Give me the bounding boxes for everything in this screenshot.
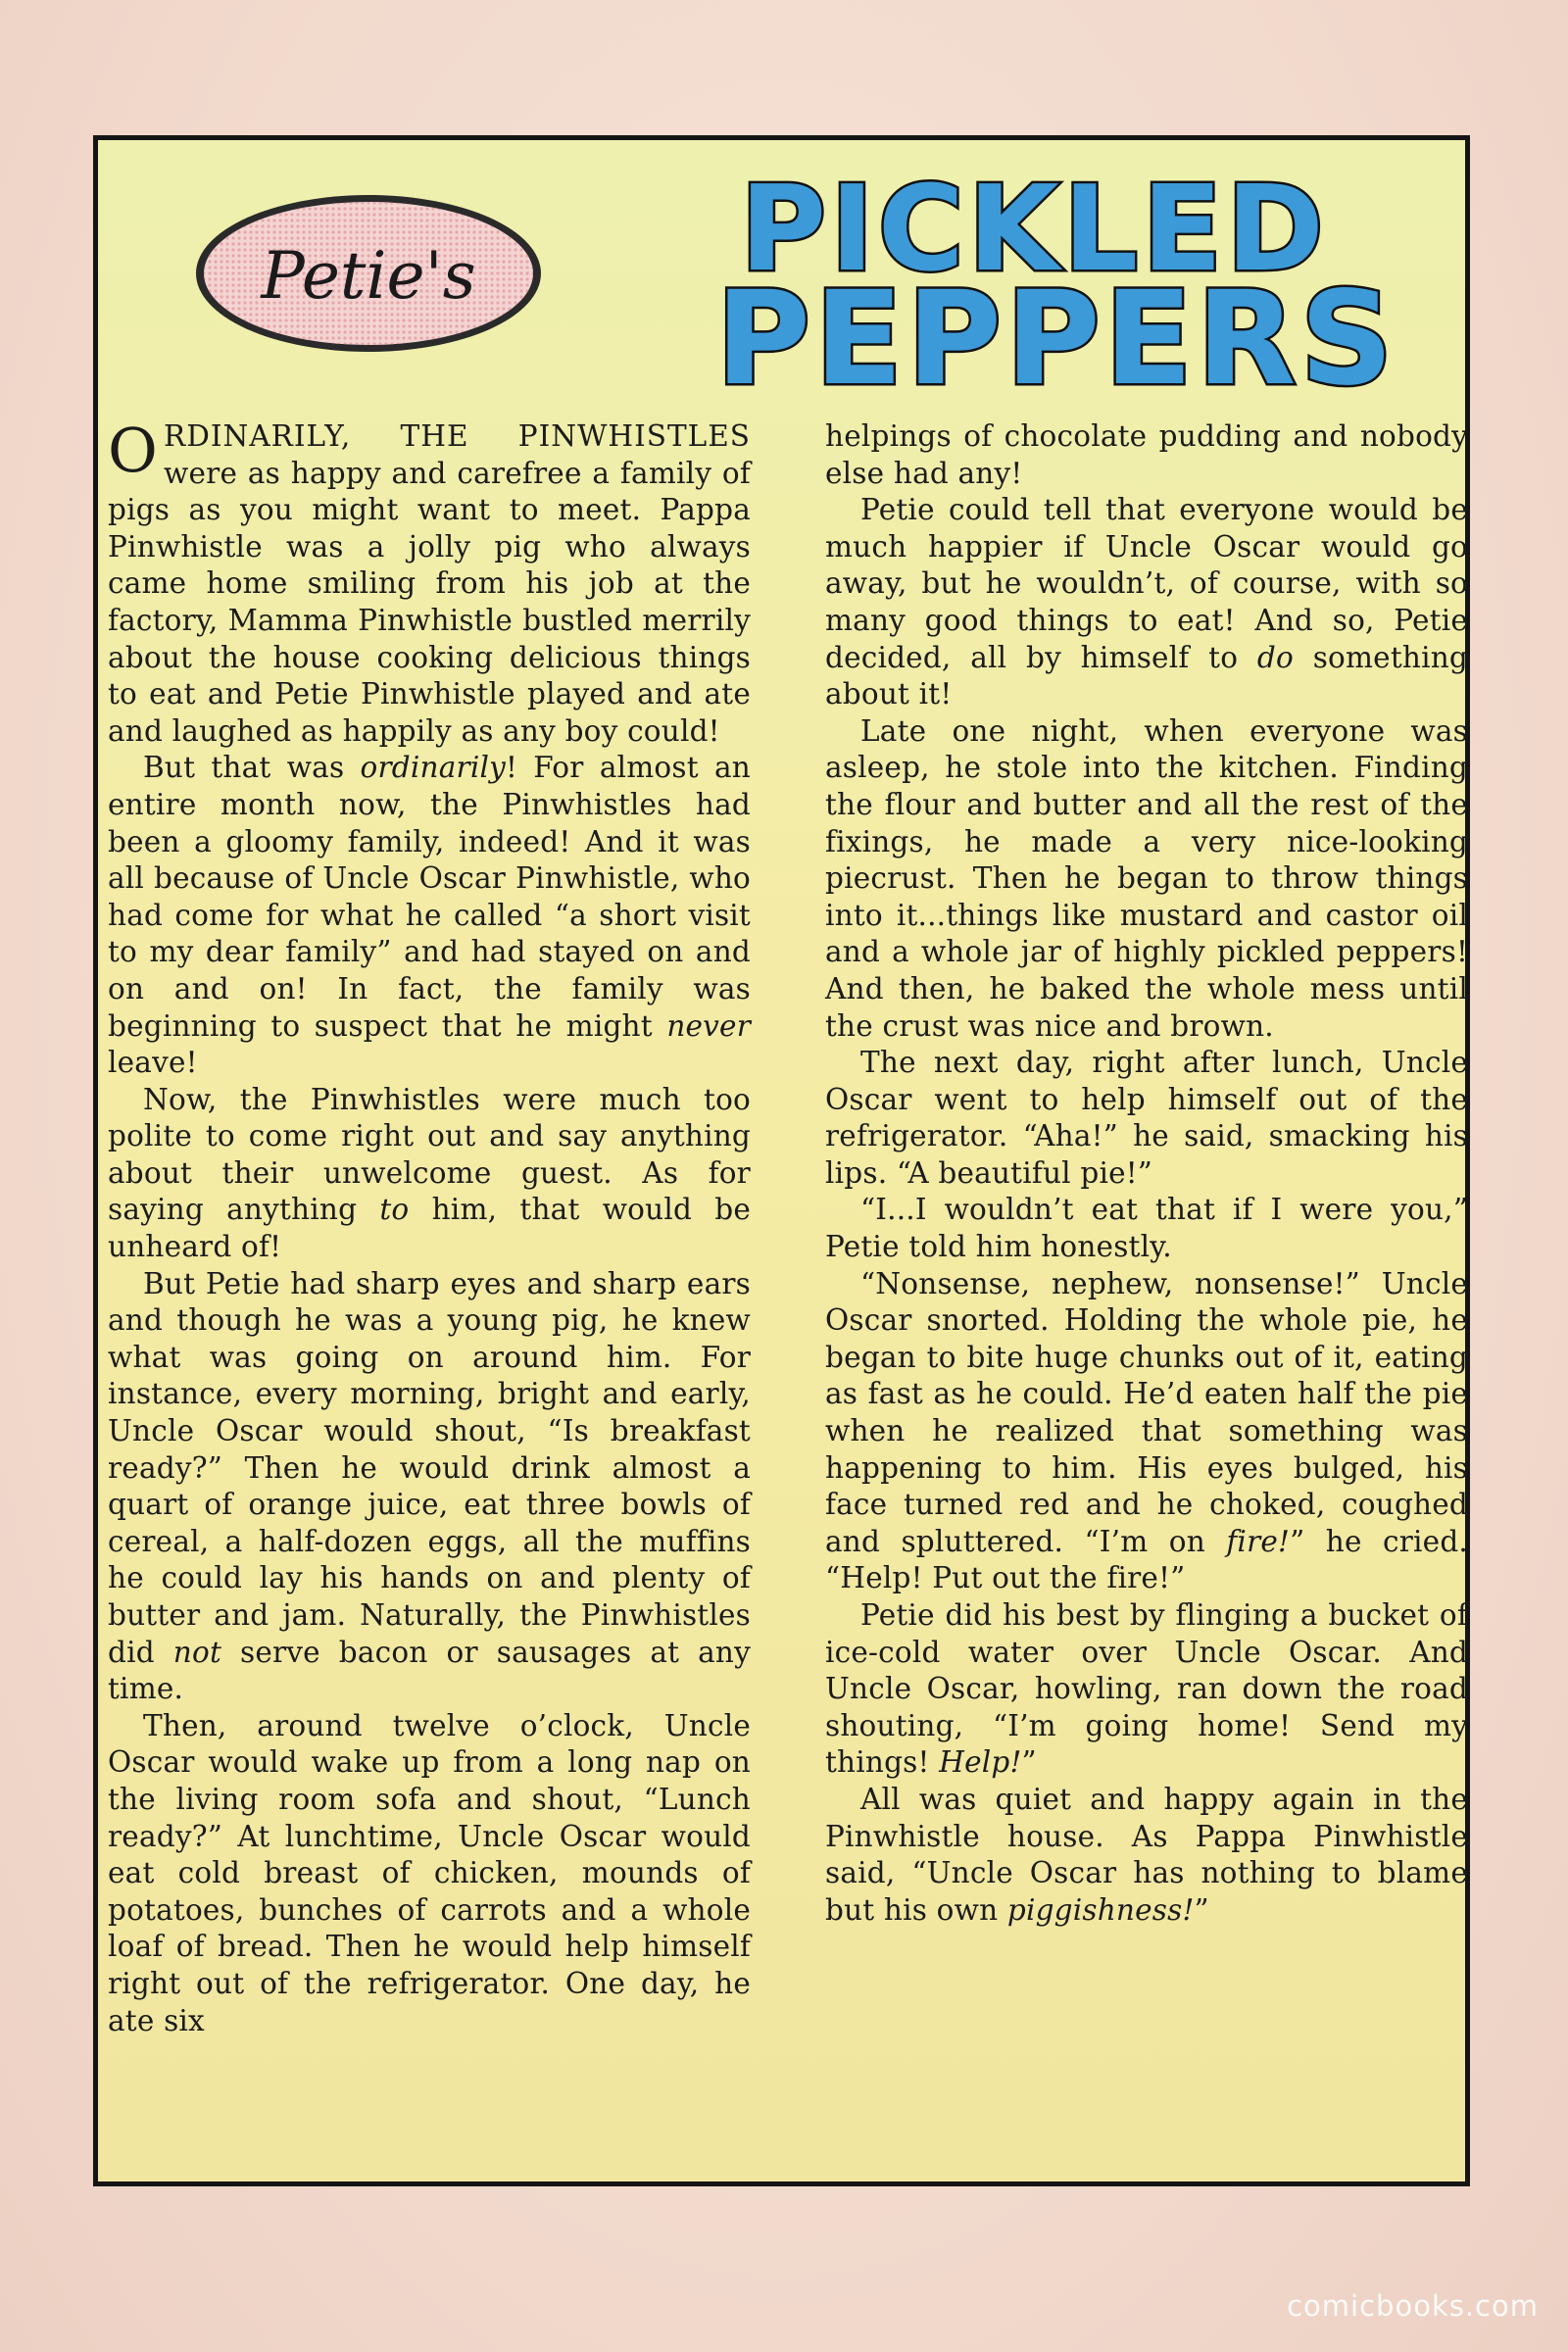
lead-caps: RDINARILY, THE PINWHISTLES	[164, 419, 751, 453]
paragraph-text: All was quiet and happy again in the Pinwhistle house. As Pappa Pinwhistle said, “Uncle Oscar has nothing to blame but his own	[825, 1782, 1468, 1927]
paragraph-text: helpings of chocolate pudding and nobody else had any!	[825, 419, 1468, 490]
paragraph-text: But Petie had sharp eyes and sharp ears and though he was a young pig, he knew what was going on around him. For instance, every morning, bright and early, Uncle Oscar would shout, “Is breakfast ready?” Then he would drink almost a quart of orange juice, eat three bowls of cereal, a half-dozen eggs, all the muffins he could lay his hands on and plenty of butter and jam. Naturally, the Pinwhistles did	[108, 1266, 751, 1669]
story-paragraph	[825, 1782, 1468, 1929]
emphasis-text: ordinarily	[360, 751, 506, 785]
petie-badge	[189, 188, 548, 360]
paragraph-text: Petie could tell that everyone would be much happier if Uncle Oscar would go away, but he wouldn’t, of course, with so many good things to eat! And so, Petie decided, all by himself to	[825, 493, 1468, 674]
story-column-right	[825, 418, 1468, 1929]
paragraph-text: him, that would be unheard of!	[108, 1193, 752, 1264]
emphasis-text: never	[666, 1008, 751, 1043]
paragraph-text: The next day, right after lunch, Uncle Oscar went to help himself out of the refrigerator. “Aha!” he said, smacking his lips. “A beautiful pie!”	[825, 1046, 1468, 1190]
paragraph-text: “I...I wouldn’t eat that if I were you,” Petie told him honestly.	[825, 1193, 1468, 1264]
watermark: comicbooks.com	[1287, 2289, 1539, 2323]
paragraph-text: ”	[1194, 1892, 1209, 1927]
dropcap: O	[108, 415, 159, 486]
story-columns	[108, 415, 1468, 2173]
emphasis-text: to	[379, 1193, 410, 1227]
story-paragraph	[825, 1597, 1468, 1782]
story-paragraph	[825, 1045, 1468, 1192]
title-line2: PEPPERS	[715, 264, 1397, 415]
paragraph-text: something about it!	[825, 640, 1468, 711]
story-paragraph	[825, 1266, 1468, 1597]
paragraph-text: were as happy and carefree a family of pigs as you might want to meet. Pappa Pinwhistle was a jolly pig who always came home smiling from his job at the factory, Mamma Pinwhistle bustled merrily about the house cooking delicious things to eat and Petie Pinwhistle played and ate and laughed as happily as any boy could!	[108, 456, 751, 748]
story-paragraph	[108, 750, 751, 1081]
badge-graphic	[189, 188, 548, 360]
title-peppers	[645, 264, 1468, 415]
paragraph-text: Then, around twelve o’clock, Uncle Oscar would wake up from a long nap on the living room sofa and shout, “Lunch ready?” At lunchtime, Uncle Oscar would eat cold breast of chicken, mounds of potatoes, bunches of carrots and a whole loaf of bread. Then he would help himself right out of the refrigerator. One day, he ate six	[108, 1708, 751, 2037]
story-paragraph	[108, 1082, 751, 1266]
story-paragraph	[825, 492, 1468, 713]
story-paragraph	[108, 1266, 751, 1708]
story-panel	[93, 135, 1470, 2186]
story-paragraph	[108, 1708, 751, 2039]
title-area	[98, 140, 1465, 415]
paragraph-text: Petie did his best by flinging a bucket of ice-cold water over Uncle Oscar. And Uncle Oscar, howling, ran down the road shouting, “I’m going home! Send my things!	[825, 1598, 1468, 1780]
paragraph-text: leave!	[108, 1046, 198, 1080]
paragraph-text: ! For almost an entire month now, the Pinwhistles had been a gloomy family, indeed! And it was all because of Uncle Oscar Pinwhistle, who had come for what he called “a short visit to my dear family” and had stayed on and on and on! In fact, the family was beginning to suspect that he might	[108, 751, 751, 1043]
badge-text: Petie's	[261, 238, 476, 314]
story-paragraph	[825, 713, 1468, 1045]
title-line1: PICKLED	[740, 162, 1328, 298]
emphasis-text: do	[1256, 640, 1294, 674]
paragraph-text: serve bacon or sausages at any time.	[108, 1635, 751, 1706]
emphasis-text: Help!	[939, 1745, 1022, 1780]
story-column-left	[108, 415, 752, 2039]
story-paragraph	[825, 1192, 1468, 1265]
paragraph-text: Late one night, when everyone was asleep, he stole into the kitchen. Finding the flour and butter and all the rest of the fixings, he made a very nice-looking piecrust. Then he began to throw things into it...things like mustard and castor oil and a whole jar of highly pickled peppers! And then, he baked the whole mess until the crust was nice and brown.	[825, 713, 1468, 1043]
emphasis-text: piggishness!	[1006, 1892, 1195, 1927]
story-paragraph	[108, 415, 751, 750]
paragraph-text: But that was	[143, 751, 361, 785]
paragraph-text: ” he cried. “Help! Put out the fire!”	[825, 1524, 1468, 1595]
emphasis-text: not	[172, 1635, 222, 1669]
paragraph-text: “Nonsense, nephew, nonsense!” Uncle Oscar snorted. Holding the whole pie, he began to bite huge chunks out of it, eating as fast as he could. He’d eaten half the pie when he realized that something was happening to him. His eyes bulged, his face turned red and he choked, coughed and spluttered. “I’m on	[825, 1266, 1468, 1558]
paragraph-text: ”	[1021, 1745, 1037, 1780]
story-paragraph	[825, 418, 1468, 492]
paragraph-text: Now, the Pinwhistles were much too polite to come right out and say anything about their unwelcome guest. As for saying anything	[108, 1082, 751, 1227]
emphasis-text: fire!	[1226, 1524, 1291, 1558]
